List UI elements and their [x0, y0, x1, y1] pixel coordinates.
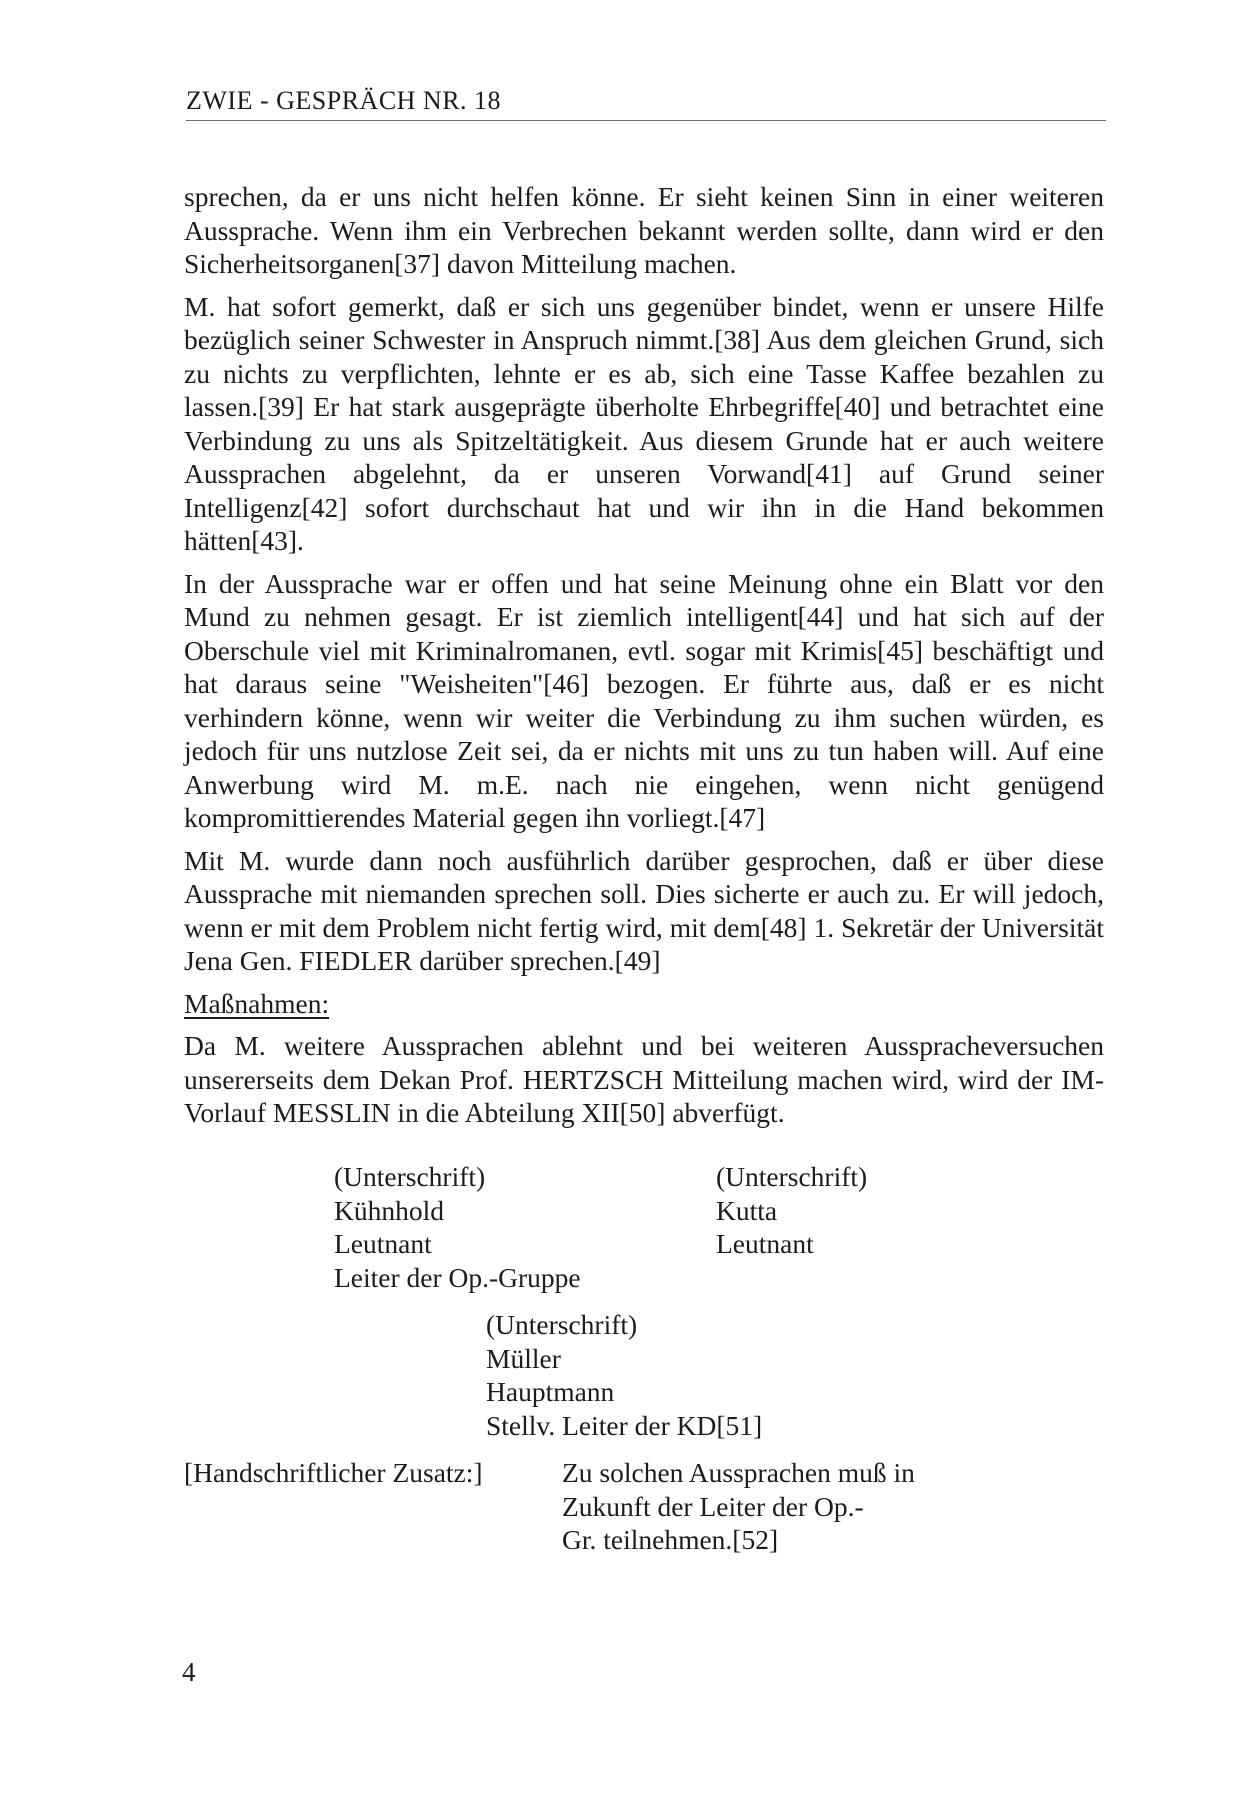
paragraph-4: Mit M. wurde dann noch ausführlich darüber gesprochen, daß er über diese Aussprache mit niemanden sprechen soll. Dies sicherte er auch zu. Er will jedoch, wenn er mit dem Problem nicht fertig wird, mit dem[48] 1. Sekretär der Universität Jena Gen. FIEDLER darüber sprechen.[49]	[184, 844, 1104, 976]
paragraph-2: M. hat sofort gemerkt, daß er sich uns gegenüber bindet, wenn er unsere Hilfe bezüglich seiner Schwester in Anspruch nimmt.[38] Aus dem gleichen Grund, sich zu nichts zu verpflichten, lehnte er es ab, sich eine Tasse Kaffee bezahlen zu lassen.[39] Er hat stark ausgeprägte überholte Ehrbegriffe[40] und betrachtet eine Verbindung zu uns als Spitzeltätigkeit. Aus diesem Grunde hat er auch weitere Aussprachen abgelehnt, da er unseren Vorwand[41] auf Grund seiner Intelligenz[42] sofort durchschaut hat und wir ihn in die Hand bekommen hätten[43].	[184, 290, 1104, 556]
signature-center	[486, 1308, 762, 1442]
paragraph-1: sprechen, da er uns nicht helfen könne. Er sieht keinen Sinn in einer weiteren Aussprache. Wenn ihm ein Verbrechen bekannt werden sollte, dann wird er den Sicherheitsorganen[37] davon Mitteilung machen.	[184, 181, 1104, 279]
signature-right	[716, 1160, 867, 1261]
paragraph-3: In der Aussprache war er offen und hat seine Meinung ohne ein Blatt vor den Mund zu nehmen gesagt. Er ist ziemlich intelligent[44] und hat sich auf der Oberschule viel mit Kriminalromanen, evtl. sogar mit Krimis[45] beschäftigt und hat daraus seine "Weisheiten"[46] bezogen. Er führte aus, daß er es nicht verhindern könne, wenn wir weiter die Verbindung zu ihm suchen würden, es jedoch für uns nutzlose Zeit sei, da er nichts mit uns zu tun haben will. Auf eine Anwerbung wird M. m.E. nach nie eingehen, wenn nicht genügend kompromittierendes Material gegen ihn vorliegt.[47]	[184, 567, 1104, 833]
signature-right-rank: Leutnant	[716, 1228, 814, 1259]
signature-right-name: Kutta	[716, 1194, 778, 1226]
measures-heading: Maßnahmen:	[184, 987, 330, 1019]
signature-left-name: Kühnhold	[334, 1194, 444, 1226]
running-header	[186, 86, 1106, 121]
signature-center-rank: Hauptmann	[486, 1376, 615, 1407]
signature-left-role: Leiter der Op.-Gruppe	[334, 1261, 581, 1293]
signature-left-marker: (Unterschrift)	[334, 1161, 486, 1192]
signature-right-marker: (Unterschrift)	[716, 1161, 868, 1192]
handwritten-note-line-2: Zukunft der Leiter der Op.-	[562, 1490, 864, 1522]
signature-center-marker: (Unterschrift)	[486, 1309, 638, 1340]
signature-center-name: Müller	[486, 1342, 561, 1374]
handwritten-note-text	[562, 1456, 915, 1557]
page-number: 4	[182, 1657, 196, 1687]
document-body	[184, 180, 1104, 1139]
measures-text: Da M. weitere Aussprachen ablehnt und bei weiteren Ausspracheversuchen unsererseits dem Dekan Prof. HERTZSCH Mitteilung machen wird, wird der IM-Vorlauf MESSLIN in die Abteilung XII[50] abverfügt.	[184, 1030, 1104, 1128]
handwritten-note-line-3: Gr. teilnehmen.[52]	[562, 1524, 779, 1555]
signature-center-role: Stellv. Leiter der KD[51]	[486, 1409, 763, 1441]
handwritten-note-label: [Handschriftlicher Zusatz:]	[184, 1457, 483, 1488]
handwritten-note-line-1: Zu solchen Aussprachen muß in	[562, 1457, 915, 1488]
signature-left-rank: Leutnant	[334, 1228, 432, 1259]
signature-left	[334, 1160, 581, 1294]
header-title: ZWIE - GESPRÄCH NR. 18	[186, 86, 502, 115]
